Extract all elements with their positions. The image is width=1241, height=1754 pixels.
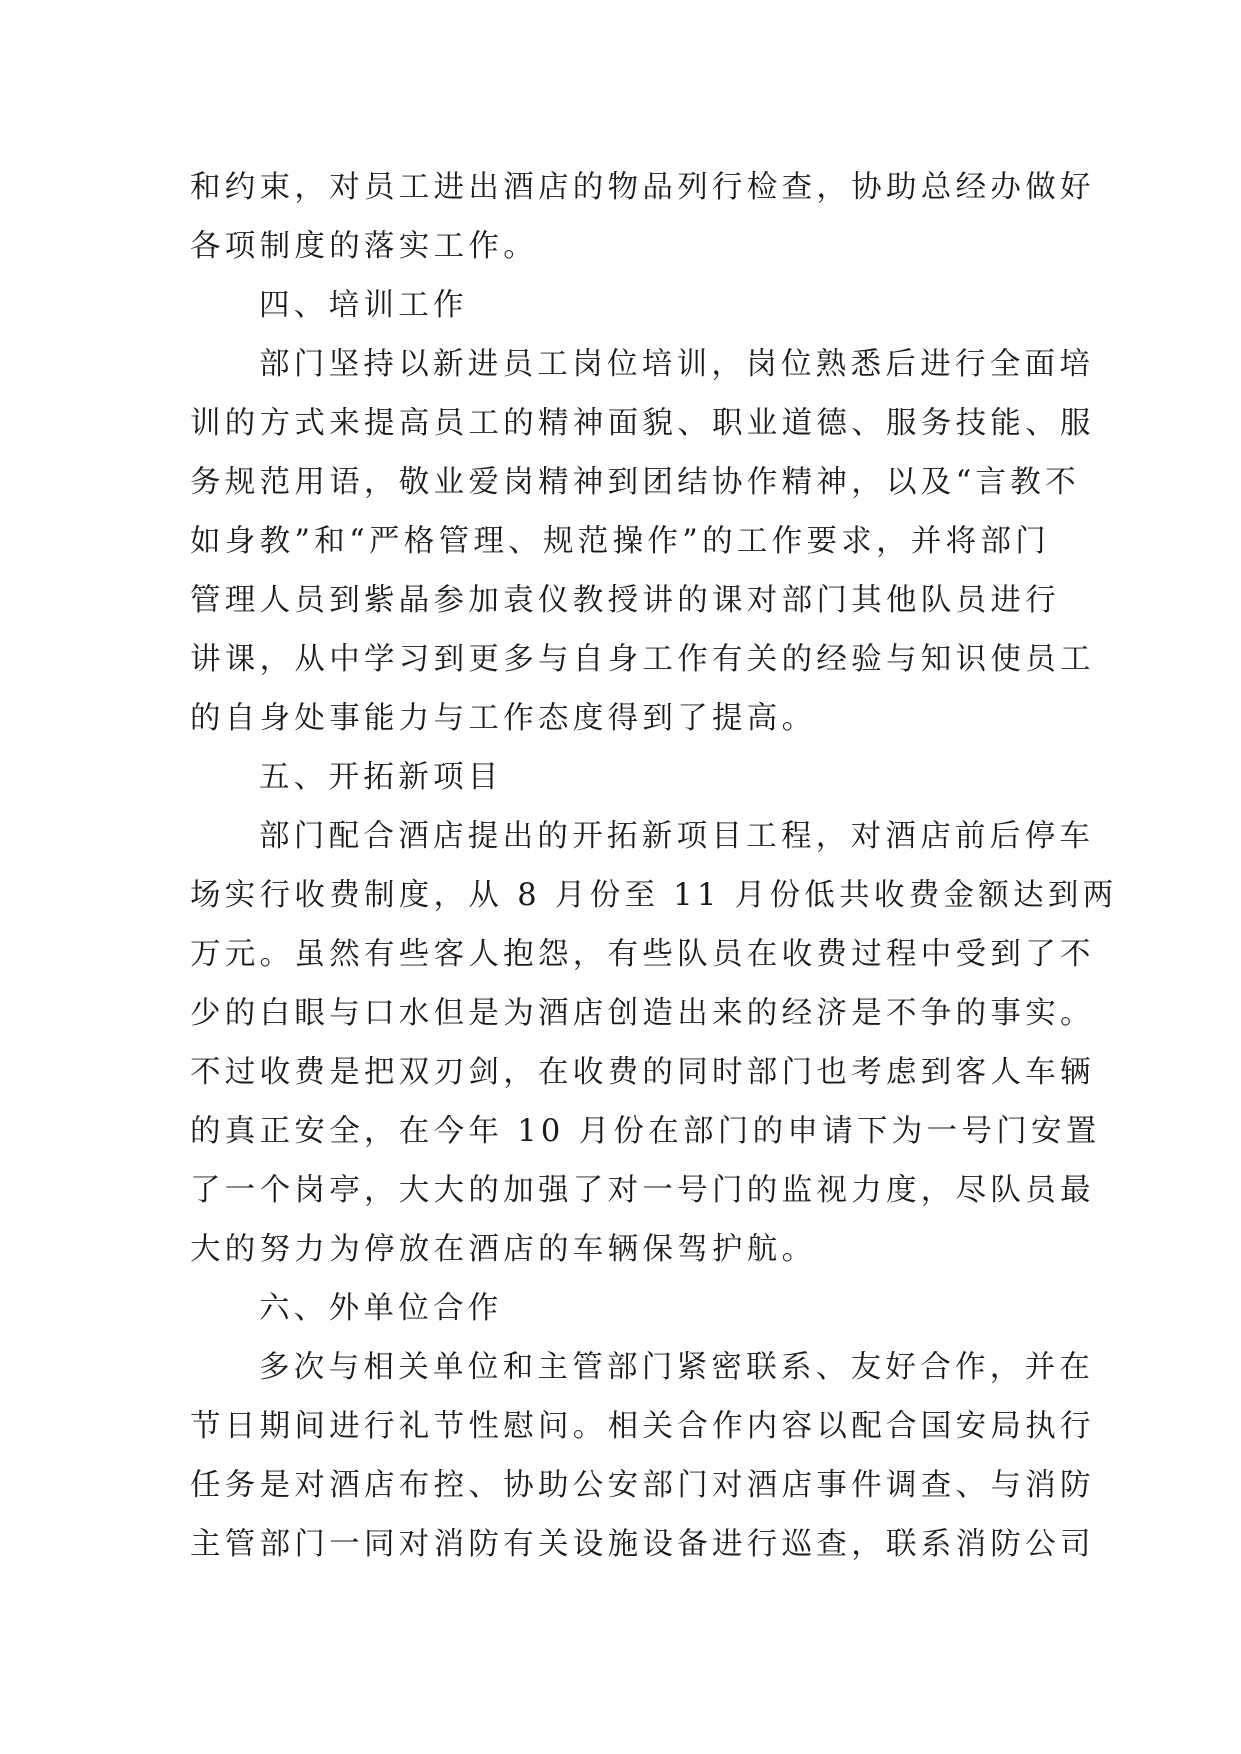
text-line: 部门坚持以新进员工岗位培训，岗位熟悉后进行全面培 [259, 347, 1095, 382]
text-line: 部门配合酒店提出的开拓新项目工程，对酒店前后停车 [259, 819, 1095, 854]
section-heading: 四、培训工作 [259, 288, 468, 323]
text-line: 讲课，从中学习到更多与自身工作有关的经验与知识使员工 [190, 642, 1095, 677]
text-line: 的自身处事能力与工作态度得到了提高。 [190, 701, 817, 736]
text-line: 任务是对酒店布控、协助公安部门对酒店事件调查、与消防 [190, 1468, 1095, 1503]
text-line: 万元。虽然有些客人抱怨，有些队员在收费过程中受到了不 [190, 937, 1095, 972]
text-line: 主管部门一同对消防有关设施设备进行巡查，联系消防公司 [190, 1527, 1095, 1562]
section-heading: 六、外单位合作 [259, 1291, 503, 1326]
text-line: 的真正安全，在今年 10 月份在部门的申请下为一号门安置 [190, 1114, 1101, 1149]
text-line: 务规范用语，敬业爱岗精神到团结协作精神，以及“言教不 [190, 465, 1080, 500]
section-heading: 五、开拓新项目 [259, 760, 503, 795]
text-line: 管理人员到紫晶参加袁仪教授讲的课对部门其他队员进行 [190, 583, 1060, 618]
text-line: 了一个岗亭，大大的加强了对一号门的监视力度，尽队员最 [190, 1173, 1095, 1208]
text-line: 如身教”和“严格管理、规范操作”的工作要求，并将部门 [190, 524, 1051, 559]
text-line: 不过收费是把双刃剑，在收费的同时部门也考虑到客人车辆 [190, 1055, 1095, 1090]
text-line: 大的努力为停放在酒店的车辆保驾护航。 [190, 1232, 817, 1267]
text-line: 训的方式来提高员工的精神面貌、职业道德、服务技能、服 [190, 406, 1095, 441]
text-line: 多次与相关单位和主管部门紧密联系、友好合作，并在 [259, 1350, 1095, 1385]
text-line: 和约束，对员工进出酒店的物品列行检查，协助总经办做好 [190, 170, 1095, 205]
text-line: 各项制度的落实工作。 [190, 229, 538, 264]
text-line: 节日期间进行礼节性慰问。相关合作内容以配合国安局执行 [190, 1409, 1095, 1444]
text-line: 少的白眼与口水但是为酒店创造出来的经济是不争的事实。 [190, 996, 1095, 1031]
document-body [190, 158, 1118, 1574]
text-line: 场实行收费制度，从 8 月份至 11 月份低共收费金额达到两 [190, 878, 1118, 913]
